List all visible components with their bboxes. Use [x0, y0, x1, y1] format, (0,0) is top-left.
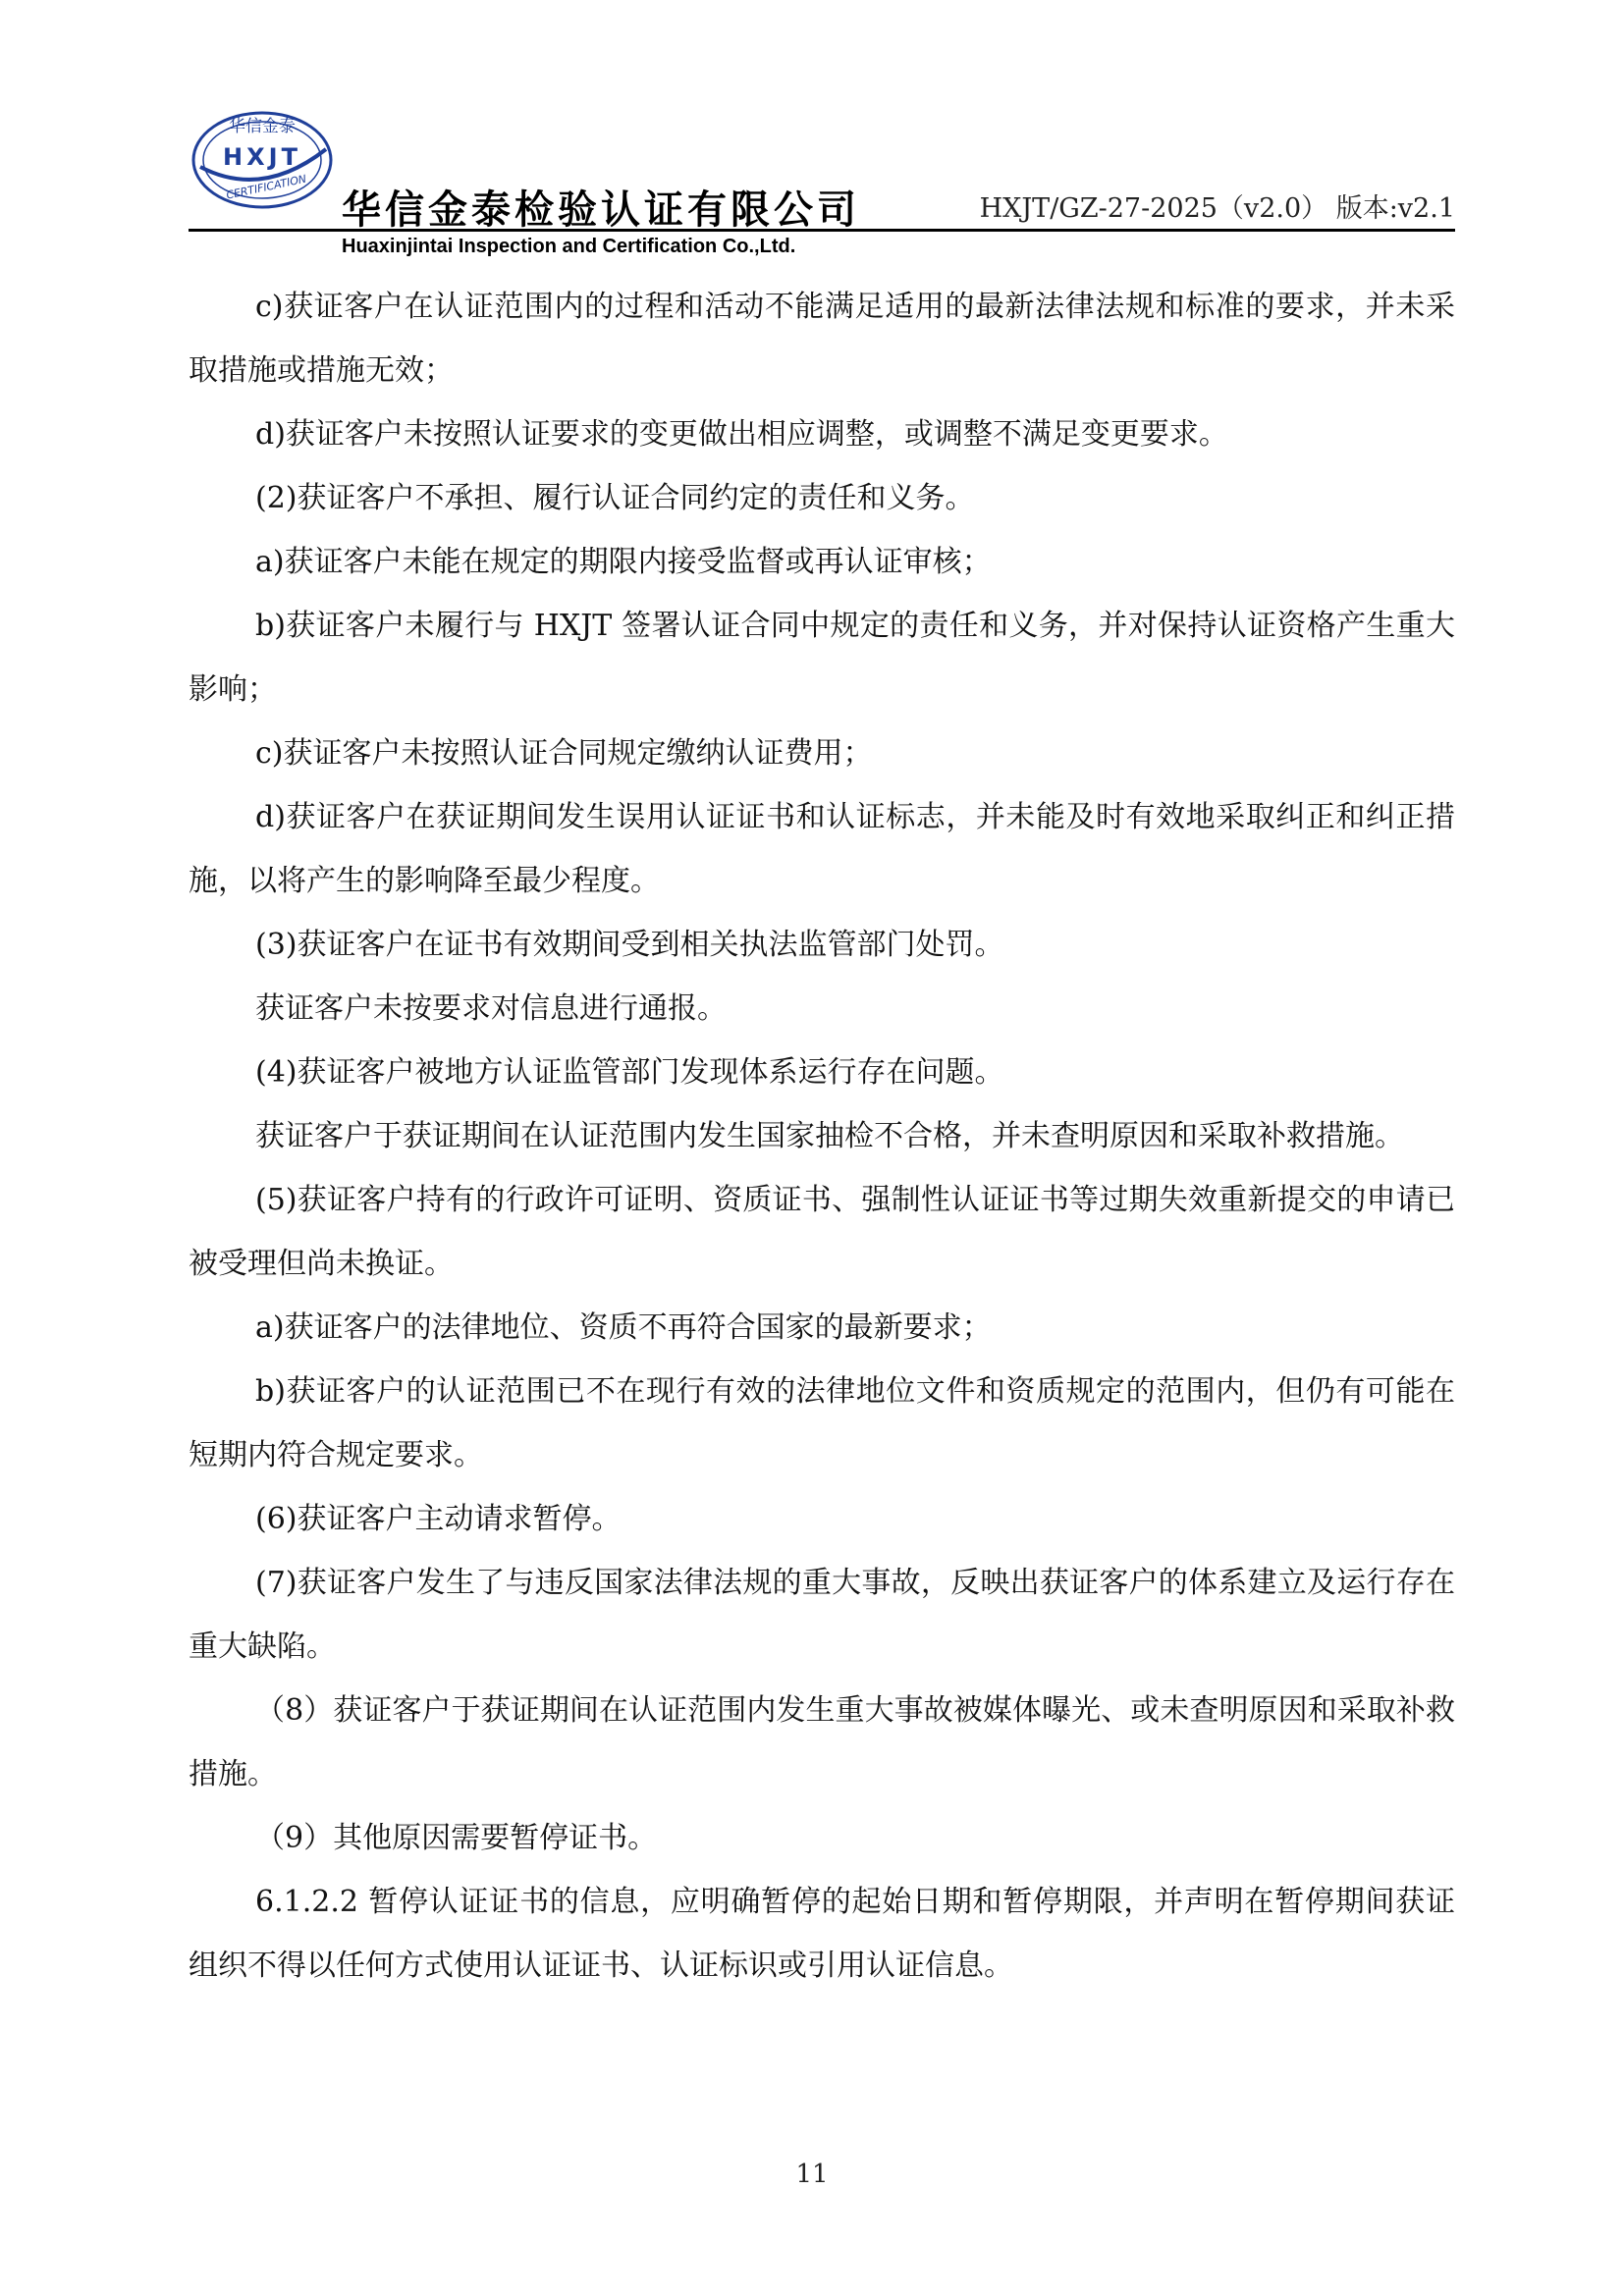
page-number: 11 — [795, 2160, 829, 2189]
paragraph: 6.1.2.2 暂停认证证书的信息，应明确暂停的起始日期和暂停期限，并声明在暂停期间获证组织不得以任何方式使用认证证书、认证标识或引用认证信息。 — [189, 1885, 1455, 1983]
paragraph: b)获证客户未履行与 HXJT 签署认证合同中规定的责任和义务，并对保持认证资格产生重大影响； — [189, 609, 1455, 707]
paragraph: 获证客户未按要求对信息进行通报。 — [255, 991, 727, 1026]
page-header — [189, 106, 1455, 263]
paragraph: c)获证客户未按照认证合同规定缴纳认证费用； — [255, 736, 873, 771]
paragraph: （8）获证客户于获证期间在认证范围内发生重大事故被媒体曝光、或未查明原因和采取补救措施。 — [189, 1693, 1455, 1791]
company-name-cn: 华信金泰检验认证有限公司 — [342, 187, 860, 233]
paragraph: (3)获证客户在证书有效期间受到相关执法监管部门处罚。 — [255, 928, 1004, 962]
document-body — [189, 275, 1455, 1998]
paragraph: b)获证客户的认证范围已不在现行有效的法律地位文件和资质规定的范围内，但仍有可能在短期内符合规定要求。 — [189, 1374, 1455, 1472]
document-code: HXJT/GZ-27-2025（v2.0） 版本:v2.1 — [979, 193, 1455, 224]
paragraph: d)获证客户在获证期间发生误用认证证书和认证标志，并未能及时有效地采取纠正和纠正措施，以将产生的影响降至最少程度。 — [189, 800, 1455, 898]
paragraph: (4)获证客户被地方认证监管部门发现体系运行存在问题。 — [255, 1055, 1004, 1090]
paragraph: (7)获证客户发生了与违反国家法律法规的重大事故，反映出获证客户的体系建立及运行存在重大缺陷。 — [189, 1566, 1455, 1664]
hxjt-certification-logo — [189, 106, 336, 214]
company-name-en: Huaxinjintai Inspection and Certification Co.,Ltd. — [342, 236, 796, 257]
logo-acronym: HXJT — [223, 143, 301, 171]
header-divider — [189, 229, 1455, 232]
paragraph: d)获证客户未按照认证要求的变更做出相应调整，或调整不满足变更要求。 — [255, 417, 1228, 452]
paragraph: 获证客户于获证期间在认证范围内发生国家抽检不合格，并未查明原因和采取补救措施。 — [255, 1119, 1404, 1153]
paragraph: (5)获证客户持有的行政许可证明、资质证书、强制性认证证书等过期失效重新提交的申请已被受理但尚未换证。 — [189, 1183, 1455, 1281]
paragraph: c)获证客户在认证范围内的过程和活动不能满足适用的最新法律法规和标准的要求，并未采取措施或措施无效； — [189, 290, 1455, 388]
paragraph: (6)获证客户主动请求暂停。 — [255, 1502, 622, 1536]
logo-bottom-text: CERTIFICATION — [225, 172, 308, 202]
paragraph: a)获证客户的法律地位、资质不再符合国家的最新要求； — [255, 1310, 992, 1345]
paragraph: (2)获证客户不承担、履行认证合同约定的责任和义务。 — [255, 481, 975, 515]
paragraph: （9）其他原因需要暂停证书。 — [255, 1821, 658, 1855]
paragraph: a)获证客户未能在规定的期限内接受监督或再认证审核； — [255, 545, 992, 579]
logo-top-text: 华信金泰 — [229, 117, 296, 136]
